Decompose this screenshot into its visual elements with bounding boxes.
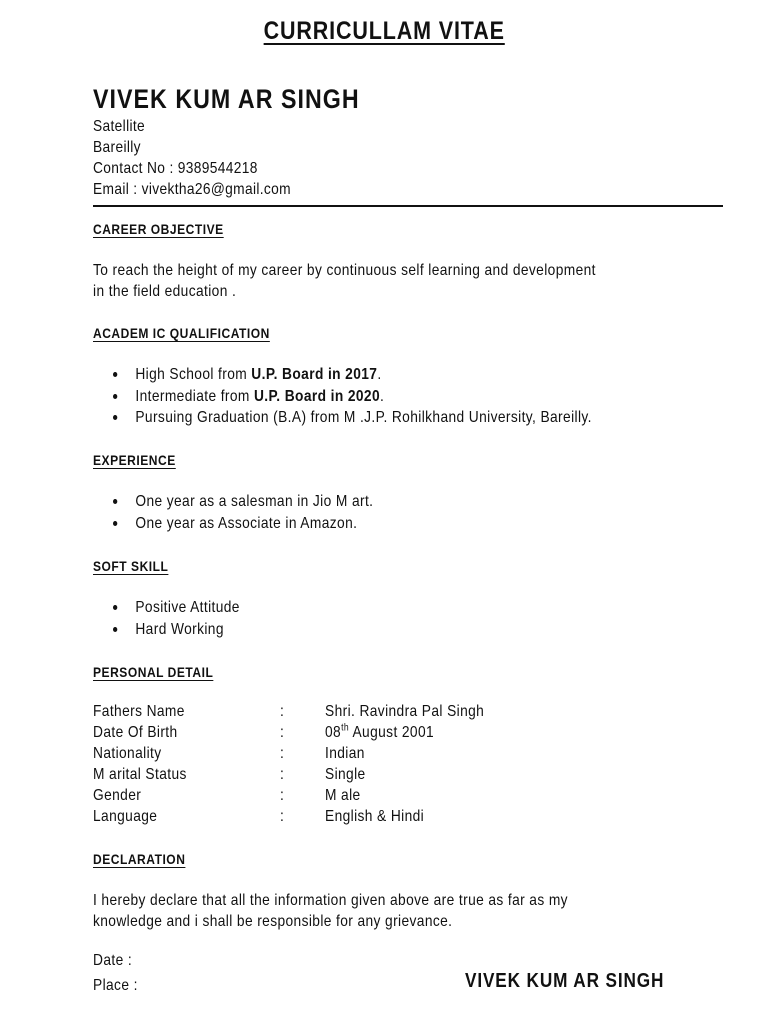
experience-item-text: One year as Associate in Amazon. bbox=[135, 514, 358, 532]
declaration-heading: DECLARATION bbox=[93, 851, 186, 867]
detail-value: M ale bbox=[325, 787, 361, 804]
list-item bbox=[113, 513, 373, 535]
academic-item-board: U.P. Board in 2020 bbox=[253, 387, 381, 405]
date-label: Date : bbox=[93, 952, 133, 969]
bullet-icon bbox=[113, 499, 117, 504]
contact-number: Contact No : 9389544218 bbox=[93, 160, 258, 177]
detail-label: Fathers Name bbox=[93, 703, 185, 720]
detail-label: Gender bbox=[93, 787, 142, 804]
header-divider bbox=[93, 205, 723, 207]
academic-item-period: . bbox=[377, 366, 382, 383]
list-item bbox=[113, 407, 592, 429]
address-line-2: Bareilly bbox=[93, 139, 141, 156]
document-title: CURRICULLAM VITAE bbox=[263, 17, 505, 45]
dob-suffix: th bbox=[341, 722, 350, 734]
academic-list bbox=[113, 364, 592, 429]
career-objective-text bbox=[93, 260, 596, 302]
bullet-icon bbox=[113, 394, 117, 399]
bullet-icon bbox=[113, 372, 117, 377]
detail-label: M arital Status bbox=[93, 766, 187, 783]
bullet-icon bbox=[113, 521, 117, 526]
bullet-icon bbox=[113, 415, 117, 420]
address-line-1: Satellite bbox=[93, 118, 146, 135]
soft-skill-list bbox=[113, 597, 240, 640]
detail-value: Single bbox=[325, 766, 366, 783]
career-objective-line-1: To reach the height of my career by continuous self learning and development bbox=[93, 262, 596, 279]
email-address: Email : vivektha26@gmail.com bbox=[93, 181, 291, 198]
personal-detail-heading: PERSONAL DETAIL bbox=[93, 664, 214, 680]
declaration-line-1: I hereby declare that all the information given above are true as far as my bbox=[93, 892, 568, 909]
list-item bbox=[113, 364, 592, 386]
detail-value: English & Hindi bbox=[325, 808, 425, 825]
soft-skill-item-text: Positive Attitude bbox=[135, 599, 240, 616]
detail-value: Shri. Ravindra Pal Singh bbox=[325, 703, 485, 720]
experience-item-text: One year as a salesman in Jio M art. bbox=[135, 493, 374, 510]
detail-separator: : bbox=[280, 724, 285, 741]
detail-separator: : bbox=[280, 703, 285, 720]
place-label: Place : bbox=[93, 977, 138, 994]
bullet-icon bbox=[113, 605, 117, 610]
contact-block bbox=[93, 116, 291, 200]
detail-label: Date Of Birth bbox=[93, 724, 178, 741]
detail-separator: : bbox=[280, 787, 285, 804]
experience-list bbox=[113, 491, 373, 534]
dob-day: 08 bbox=[325, 724, 342, 741]
detail-separator: : bbox=[280, 808, 285, 825]
academic-heading: ACADEM IC QUALIFICATION bbox=[93, 325, 270, 341]
career-objective-line-2: in the field education . bbox=[93, 283, 237, 300]
soft-skill-heading: SOFT SKILL bbox=[93, 558, 169, 574]
career-objective-heading: CAREER OBJECTIVE bbox=[93, 221, 224, 237]
detail-label: Nationality bbox=[93, 745, 162, 762]
declaration-line-2: knowledge and i shall be responsible for any grievance. bbox=[93, 913, 453, 930]
dob-month-year: August 2001 bbox=[349, 724, 435, 741]
detail-separator: : bbox=[280, 745, 285, 762]
list-item bbox=[113, 597, 240, 619]
declaration-text bbox=[93, 890, 568, 932]
academic-item-text: Intermediate from bbox=[135, 387, 254, 405]
bullet-icon bbox=[113, 627, 117, 632]
detail-separator: : bbox=[280, 766, 285, 783]
detail-label: Language bbox=[93, 808, 158, 825]
list-item bbox=[113, 491, 373, 513]
academic-item-board: U.P. Board in 2017 bbox=[251, 366, 378, 383]
detail-value bbox=[325, 724, 434, 742]
academic-item-period: . bbox=[380, 387, 385, 405]
detail-value: Indian bbox=[325, 745, 365, 762]
list-item bbox=[113, 619, 240, 641]
candidate-name: VIVEK KUM AR SINGH bbox=[93, 84, 360, 114]
signature-name: VIVEK KUM AR SINGH bbox=[465, 970, 665, 992]
experience-heading: EXPERIENCE bbox=[93, 452, 176, 468]
academic-item-text: Pursuing Graduation (B.A) from M .J.P. Rohilkhand University, Bareilly. bbox=[135, 409, 592, 426]
soft-skill-item-text: Hard Working bbox=[135, 620, 224, 638]
list-item bbox=[113, 386, 592, 408]
academic-item-text: High School from bbox=[135, 366, 252, 383]
